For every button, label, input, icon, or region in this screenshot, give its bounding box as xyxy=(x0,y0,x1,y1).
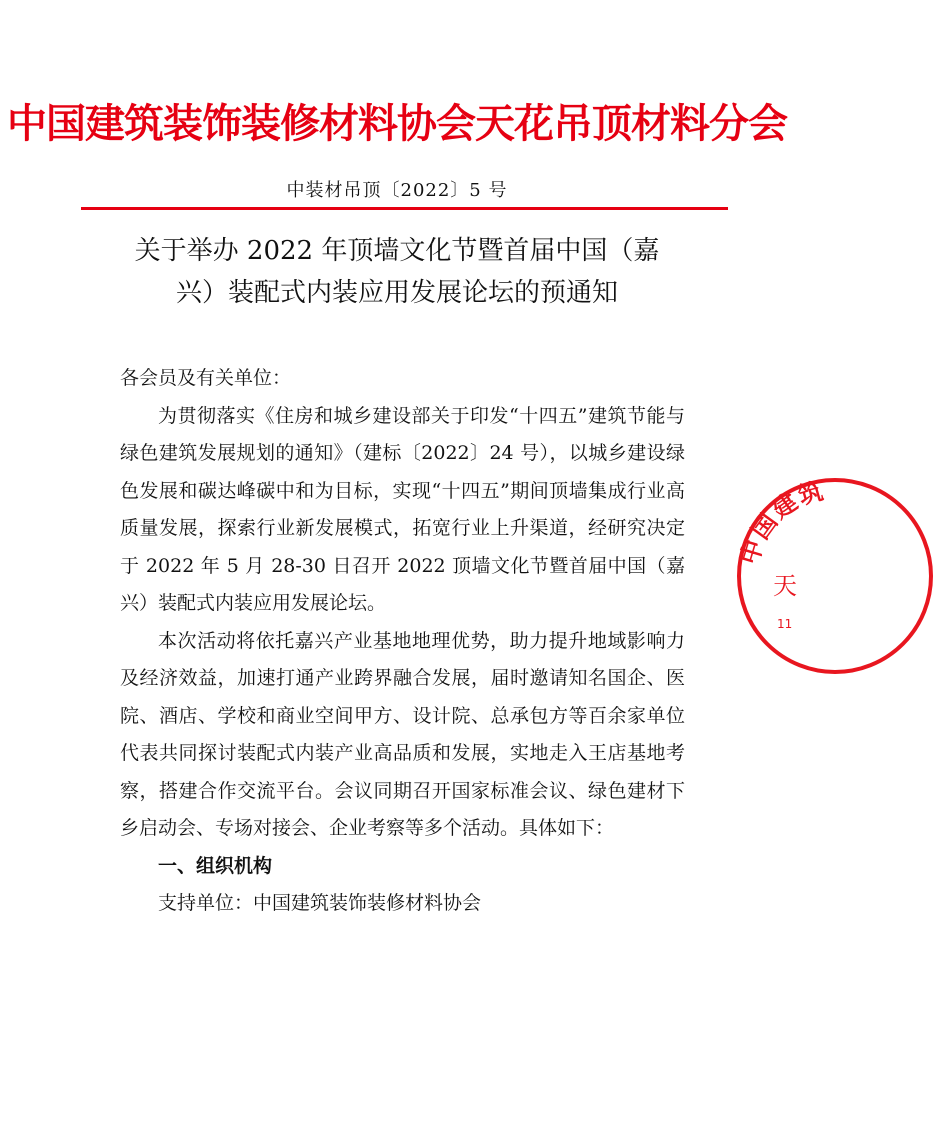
svg-text:中国建筑 xyxy=(735,476,827,568)
document-body xyxy=(120,360,685,923)
paragraph-2: 本次活动将依托嘉兴产业基地地理优势，助力提升地域影响力及经济效益，加速打通产业跨界融合发展，届时邀请知名国企、医院、酒店、学校和商业空间甲方、设计院、总承包方等百余家单位代表共同探讨装配式内装产业高品质和发展，实地走入王店基地考察，搭建合作交流平台。会议同期召开国家标准会议、绿色建材下乡启动会、专场对接会、企业考察等多个活动。具体如下： xyxy=(120,629,685,839)
title-line-2: 兴）装配式内装应用发展论坛的预通知 xyxy=(175,278,618,308)
document-title xyxy=(92,230,702,314)
title-line-1: 关于举办 2022 年顶墙文化节暨首届中国（嘉 xyxy=(134,236,660,266)
paragraph-1: 为贯彻落实《住房和城乡建设部关于印发“十四五”建筑节能与绿色建筑发展规划的通知》（建标〔2022〕24 号），以城乡建设绿色发展和碳达峰碳中和为目标，实现“十四五”期间顶墙集成行业高质量发展，探索行业新发展模式，拓宽行业上升渠道，经研究决定于 2022 年 5 月 28-30 日召开 2022 顶墙文化节暨首届中国（嘉兴）装配式内装应用发展论坛。 xyxy=(120,404,685,614)
red-divider-rule xyxy=(81,207,728,210)
document-number: 中装材吊顶〔2022〕5 号 xyxy=(286,180,508,201)
support-unit-line: 支持单位：中国建筑装饰装修材料协会 xyxy=(158,892,482,914)
seal-ring-text: 中国建筑 xyxy=(735,476,828,568)
official-seal-stamp xyxy=(735,476,935,676)
section-heading-organization: 一、组织机构 xyxy=(158,854,273,877)
seal-number: 11 xyxy=(777,617,793,631)
seal-inner-text: 天 xyxy=(773,572,797,600)
org-header: 中国建筑装饰装修材料协会天花吊顶材料分会 xyxy=(7,101,787,147)
salutation: 各会员及有关单位： xyxy=(120,367,292,389)
